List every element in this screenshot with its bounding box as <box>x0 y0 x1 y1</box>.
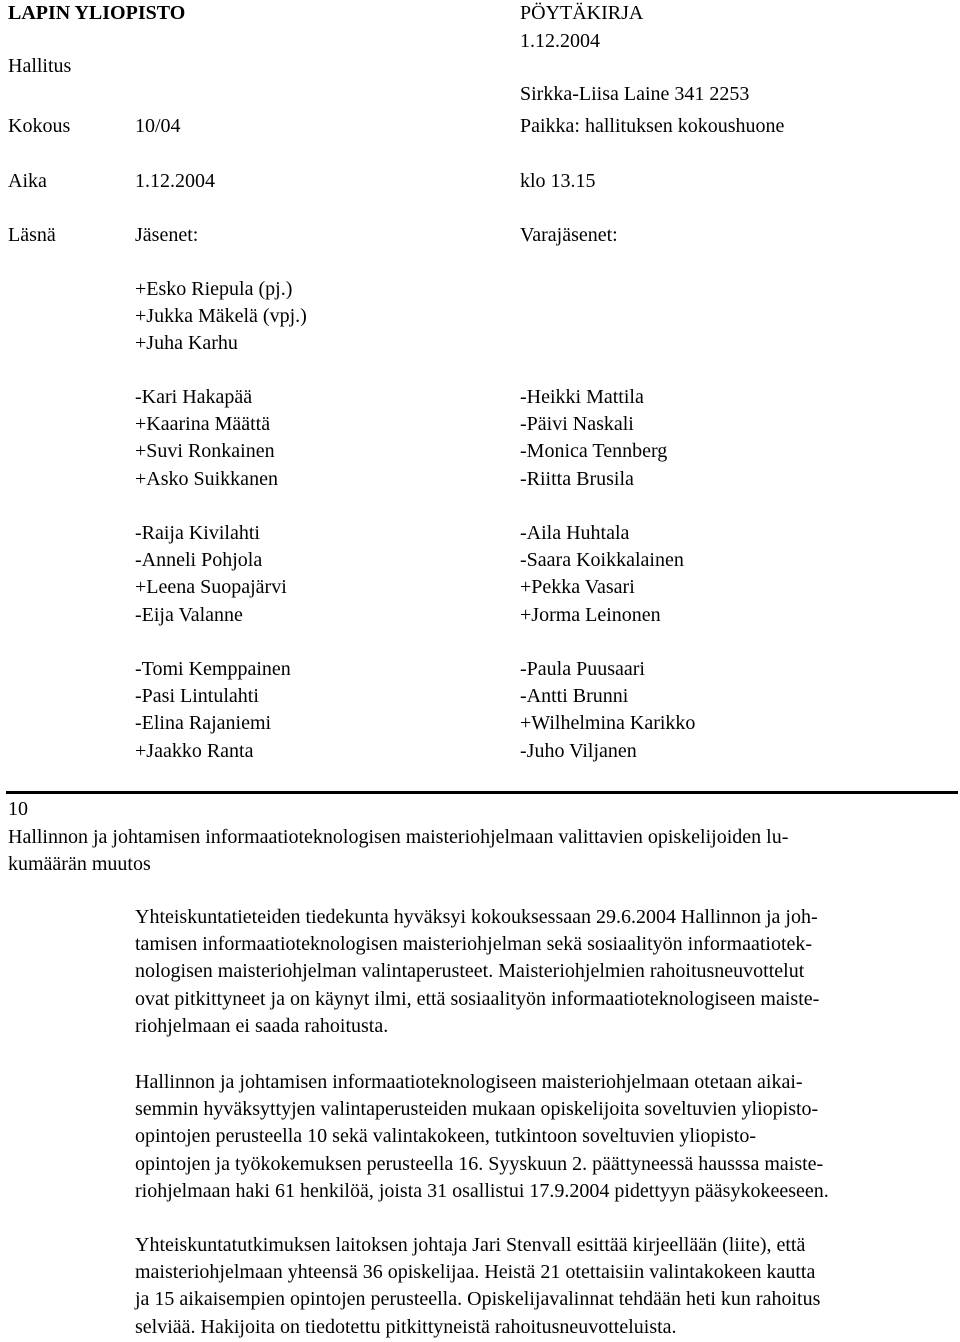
deputy-name: +Jorma Leinonen <box>520 603 661 626</box>
members-heading: Jäsenet: <box>135 224 199 246</box>
item-title-line: kumäärän muutos <box>8 853 151 875</box>
paragraph-line: ovat pitkittyneet ja on käynyt ilmi, että sosiaalityön informaatioteknologiseen maiste- <box>135 987 820 1010</box>
lasna-label: Läsnä <box>8 224 56 246</box>
attendee-name: +Jukka Mäkelä (vpj.) <box>135 305 307 328</box>
member-name: -Anneli Pohjola <box>135 549 263 572</box>
paragraph-3 <box>135 1232 950 1341</box>
deputy-name: -Antti Brunni <box>520 685 629 708</box>
aika-value: 1.12.2004 <box>135 170 215 192</box>
paragraph-line: opintojen ja työkokemuksen perusteella 16. Syyskuun 2. päättyneessä hausssa maiste- <box>135 1152 824 1175</box>
kokous-label: Kokous <box>8 115 71 137</box>
deputy-name: -Päivi Naskali <box>520 413 634 436</box>
deputy-name: -Juho Viljanen <box>520 739 637 762</box>
leaders-list <box>135 276 307 358</box>
members-group-2 <box>135 520 287 629</box>
deputy-name: -Monica Tennberg <box>520 440 668 463</box>
paragraph-line: riohjelmaan haki 61 henkilöä, joista 31 osallistui 17.9.2004 pidettyyn pääsykokeeseen. <box>135 1179 829 1202</box>
deputy-name: +Wilhelmina Karikko <box>520 712 696 735</box>
paragraph-line: opintojen perusteella 10 sekä valintakokeen, tutkintoon soveltuvien yliopisto- <box>135 1125 756 1148</box>
deputy-name: -Saara Koikkalainen <box>520 549 684 572</box>
deputies-heading: Varajäsenet: <box>520 224 618 246</box>
paragraph-line: nologisen maisteriohjelman valintaperusteet. Maisteriohjelmien rahoitusneuvottelut <box>135 960 805 983</box>
members-group-1 <box>135 384 278 493</box>
secretary-contact: Sirkka-Liisa Laine 341 2253 <box>520 83 750 105</box>
item-title <box>8 824 948 878</box>
paragraph-line: Yhteiskuntatutkimuksen laitoksen johtaja Jari Stenvall esittää kirjeellään (liite), että <box>135 1234 806 1256</box>
paragraph-line: Hallinnon ja johtamisen informaatioteknologiseen maisteriohjelmaan otetaan aikai- <box>135 1071 803 1093</box>
paragraph-line: riohjelmaan ei saada rahoitusta. <box>135 1014 389 1037</box>
member-name: +Leena Suopajärvi <box>135 576 287 599</box>
deputy-name: +Pekka Vasari <box>520 576 635 599</box>
paragraph-line: semmin hyväksyttyjen valintaperusteiden mukaan opiskelijoita soveltuvien yliopisto- <box>135 1098 819 1121</box>
member-name: -Pasi Lintulahti <box>135 685 259 708</box>
member-name: -Kari Hakapää <box>135 386 253 408</box>
paragraph-1 <box>135 904 950 1040</box>
deputies-group-1 <box>520 384 667 493</box>
aika-label: Aika <box>8 170 47 192</box>
deputies-group-3 <box>520 656 695 765</box>
organization-name: LAPIN YLIOPISTO <box>8 2 186 24</box>
governing-body: Hallitus <box>8 55 72 77</box>
member-name: -Eija Valanne <box>135 603 243 626</box>
document-date: 1.12.2004 <box>520 30 600 52</box>
members-group-3 <box>135 656 291 765</box>
member-name: +Suvi Ronkainen <box>135 440 275 463</box>
item-number: 10 <box>8 798 28 820</box>
deputy-name: -Paula Puusaari <box>520 658 645 680</box>
deputy-name: -Heikki Mattila <box>520 386 644 408</box>
attendee-name: +Juha Karhu <box>135 332 238 355</box>
deputies-group-2 <box>520 520 684 629</box>
paragraph-line: tamisen informaatioteknologisen maisteriohjelman sekä sosiaalityön informaatiotek- <box>135 933 813 956</box>
meeting-time: klo 13.15 <box>520 170 596 192</box>
section-divider <box>6 791 958 794</box>
member-name: -Tomi Kemppainen <box>135 658 291 680</box>
paragraph-line: maisteriohjelmaan yhteensä 36 opiskelijaa. Heistä 21 otettaisiin valintakokeen kautta <box>135 1261 816 1284</box>
item-title-line: Hallinnon ja johtamisen informaatioteknologisen maisteriohjelmaan valittavien opiskelijoiden lu- <box>8 826 789 848</box>
paragraph-line: selviää. Hakijoita on tiedotettu pitkittyneistä rahoitusneuvotteluista. <box>135 1315 677 1338</box>
deputy-name: -Aila Huhtala <box>520 522 630 544</box>
member-name: -Raija Kivilahti <box>135 522 260 544</box>
paragraph-line: ja 15 aikaisempien opintojen perusteella. Opiskelijavalinnat tehdään heti kun rahoitus <box>135 1288 821 1311</box>
member-name: +Asko Suikkanen <box>135 467 278 490</box>
meeting-place: Paikka: hallituksen kokoushuone <box>520 115 785 137</box>
member-name: -Elina Rajaniemi <box>135 712 272 735</box>
member-name: +Kaarina Määttä <box>135 413 271 436</box>
paragraph-2 <box>135 1069 950 1205</box>
document-type: PÖYTÄKIRJA <box>520 2 644 24</box>
paragraph-line: Yhteiskuntatieteiden tiedekunta hyväksyi kokouksessaan 29.6.2004 Hallinnon ja joh- <box>135 906 818 928</box>
deputy-name: -Riitta Brusila <box>520 467 634 490</box>
member-name: +Jaakko Ranta <box>135 739 254 762</box>
kokous-value: 10/04 <box>135 115 181 137</box>
attendee-name: +Esko Riepula (pj.) <box>135 278 293 300</box>
